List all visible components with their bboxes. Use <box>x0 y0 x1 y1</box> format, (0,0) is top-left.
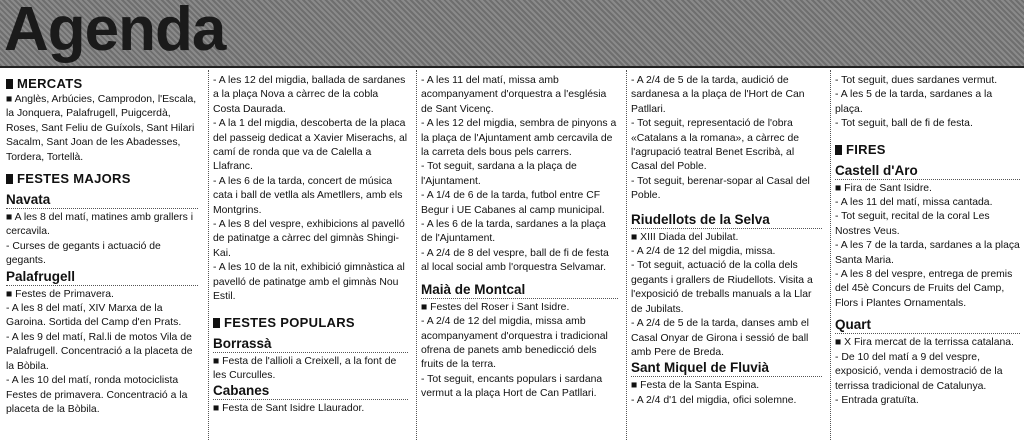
section-heading-fires <box>835 142 1020 157</box>
square-bullet-icon <box>6 174 13 184</box>
town-heading-riudellots: Riudellots de la Selva <box>631 212 822 229</box>
event-entry: ■ Festes del Roser i Sant Isidre. <box>421 301 570 313</box>
town-heading-maia: Maià de Montcal <box>421 282 618 299</box>
event-entry: - Tot seguit, encants populars i sardana vermut a la plaça Hort de Can Patllari. <box>421 373 603 400</box>
square-bullet-icon <box>6 79 13 89</box>
event-entry: - A 1/4 de 6 de la tarda, futbol entre CF Begur i UE Cabanes al camp municipal. <box>421 190 605 216</box>
event-entry: - Tot seguit, berenar-sopar al Casal del Poble. <box>631 175 810 202</box>
event-entry: - Tot seguit, dues sardanes vermut. <box>835 75 998 86</box>
town-heading-quart: Quart <box>835 317 1020 334</box>
event-entry: ■ A les 8 del matí, matines amb grallers i cercavila. <box>6 212 194 238</box>
event-entry: - Entrada gratuïta. <box>835 394 919 406</box>
section-heading-festes-majors <box>6 171 198 186</box>
event-entry: ■ X Fira mercat de la terrissa catalana. <box>835 337 1014 349</box>
event-entry: ■ Festa de l'allioli a Creixell, a la font de les Curculles. <box>213 355 397 381</box>
event-entry: ■ Festes de Primavera. <box>6 288 114 300</box>
column-3 <box>416 70 622 440</box>
event-entry: - A les 6 de la tarda, concert de música cata i ball de vetlla als Ametllers, amb els Montgrins. <box>213 175 403 216</box>
town-heading-castell-daro: Castell d'Aro <box>835 163 1020 180</box>
event-entry: - A les 11 del matí, missa cantada. <box>835 197 993 209</box>
section-heading-festes-majors-label: FESTES MAJORS <box>17 171 131 187</box>
town-heading-fluvia: Sant Miquel de Fluvià <box>631 360 822 377</box>
mercats-list: ■ Anglès, Arbúcies, Camprodon, l'Escala, la Jonquera, Palafrugell, Puigcerdà, Roses, Sant Feliu de Guíxols, Sant Hilari Sacalm, Sant Joan de les Abadesses, Tordera, Tortellà. <box>6 94 197 163</box>
event-entry: - Tot seguit, representació de l'obra «Catalans a la romana», a càrrec de l'agrupació teatral Benet Escribà, al Casal del Poble. <box>631 118 800 173</box>
event-entry: ■ Festa de la Santa Espina. <box>631 380 760 392</box>
event-entry: - A les 8 del vespre, exhibicions al pavelló de patinatge a càrrec del gimnàs Shingi-Kai. <box>213 219 405 259</box>
event-entry: - De 10 del matí a 9 del vespre, exposició, venda i demostració de la terrissa tradicional de Catalunya. <box>835 351 1003 392</box>
event-entry: ■ XIII Diada del Jubilat. <box>631 231 739 243</box>
column-4 <box>626 70 826 440</box>
square-bullet-icon <box>213 318 220 328</box>
event-entry: - Tot seguit, ball de fi de festa. <box>835 118 973 130</box>
section-heading-mercats <box>6 76 198 91</box>
section-heading-festes-populars-label: FESTES POPULARS <box>224 314 355 330</box>
event-entry: - Tot seguit, recital de la coral Les Nostres Veus. <box>835 211 990 237</box>
town-heading-palafrugell: Palafrugell <box>6 269 198 286</box>
event-entry: - A 2/4 de 5 de la tarda, danses amb el Casal Onyar de Girona i sessió de ball amb Pere de Breda. <box>631 318 809 358</box>
town-heading-navata: Navata <box>6 192 198 209</box>
event-entry: ■ Festa de Sant Isidre Llaurador. <box>213 403 365 415</box>
section-heading-mercats-label: MERCATS <box>17 76 83 91</box>
event-entry: - A 2/4 d'1 del migdia, ofici solemne. <box>631 394 797 406</box>
event-entry: - A 2/4 de 5 de la tarda, audició de sardanesa a la plaça de l'Hort de Can Patllari. <box>631 75 805 115</box>
agenda-columns <box>0 70 1024 440</box>
section-heading-festes-populars <box>213 315 408 330</box>
event-entry: - A la 1 del migdia, descoberta de la placa del passeig dedicat a Xavier Miserachs, al camí de ronda que va de Calella a Llafranc. <box>213 118 408 173</box>
event-entry: - A les 5 de la tarda, sardanes a la plaça. <box>835 89 993 115</box>
event-entry: - A les 8 del matí, XIV Marxa de la Garoina. Sortida del Camp d'en Prats. <box>6 303 182 329</box>
event-entry: - A 2/4 de 12 del migdia, missa. <box>631 246 776 258</box>
column-1 <box>2 70 202 440</box>
event-entry: - A les 11 del matí, missa amb acompanyament d'orquestra a l'església de Sant Vicenç. <box>421 75 607 115</box>
event-entry: - A 2/4 de 12 del migdia, missa amb acompanyament d'orquestra i tradicional ofrena de panets amb benedicció dels fruits de la terra. <box>421 316 608 371</box>
event-entry: - Curses de gegants i actuació de gegants. <box>6 240 161 267</box>
event-entry: - A les 8 del vespre, entrega de premis del 45è Concurs de Fruits del Camp, Flors i Plantes Ornamentals. <box>835 269 1013 309</box>
page-title: Agenda <box>4 0 226 64</box>
event-entry: - A les 9 del matí, Ral.li de motos Vila de Palafrugell. Concentració a la placeta de la Bòbila. <box>6 331 193 372</box>
town-heading-borrassa: Borrassà <box>213 336 408 353</box>
event-entry: ■ Fira de Sant Isidre. <box>835 182 932 194</box>
town-heading-cabanes: Cabanes <box>213 383 408 400</box>
event-entry: - A les 12 del migdia, sembra de pinyons a la plaça de l'Ajuntament amb cercavila de la carreta dels bous pels carrers. <box>421 118 617 159</box>
column-5 <box>830 70 1024 440</box>
event-entry: - A les 10 del matí, ronda motociclista Festes de primavera. Concentració a la placeta de la Bòbila. <box>6 375 188 415</box>
event-entry: - A 2/4 de 8 del vespre, ball de fi de festa al local social amb l'orquestra Selvamar. <box>421 247 609 274</box>
event-entry: - Tot seguit, actuació de la colla dels gegants i grallers de Riudellots. Visita a l'exposició de treballs manuals a la Llar de Jubilats. <box>631 260 813 315</box>
event-entry: - A les 12 del migdia, ballada de sardanes a la plaça Nova a càrrec de la cobla Costa Daurada. <box>213 75 406 115</box>
square-bullet-icon <box>835 145 842 155</box>
event-entry: - A les 6 de la tarda, sardanes a la plaça de l'Ajuntament. <box>421 219 606 245</box>
column-2 <box>208 70 412 440</box>
agenda-banner <box>0 0 1024 68</box>
event-entry: - A les 7 de la tarda, sardanes a la plaça Santa Maria. <box>835 240 1020 266</box>
event-entry: - A les 10 de la nit, exhibició gimnàstica al pavelló de patinatge amb el gimnàs Nou Estil. <box>213 262 405 303</box>
event-entry: - Tot seguit, sardana a la plaça de l'Ajuntament. <box>421 161 577 187</box>
section-heading-fires-label: FIRES <box>846 141 886 157</box>
